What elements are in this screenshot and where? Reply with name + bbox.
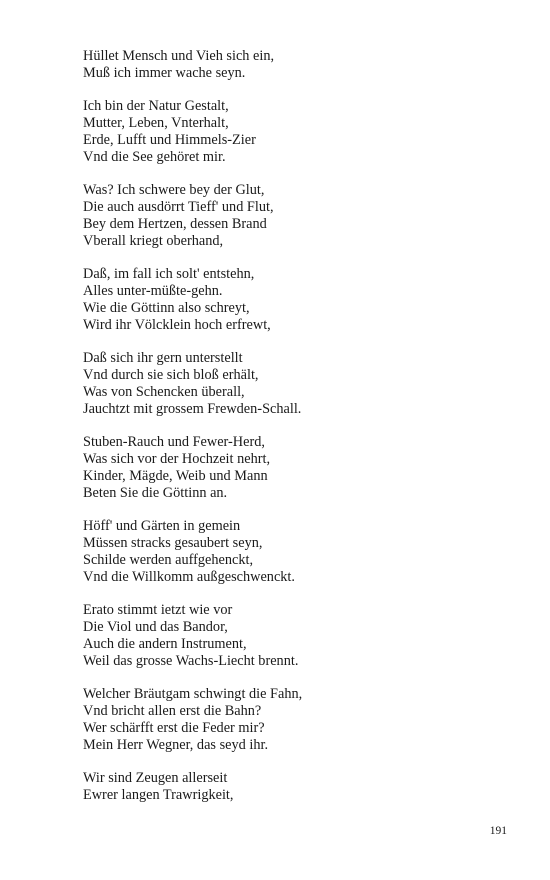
- verse-line: Ewrer langen Trawrigkeit,: [83, 787, 234, 804]
- verse-line: Muß ich immer wache seyn.: [83, 64, 246, 81]
- stanza: [83, 686, 503, 753]
- verse-line: Daß, im fall ich solt' entstehn,: [83, 266, 255, 283]
- verse-line: Vnd die Willkomm außgeschwenckt.: [83, 568, 295, 585]
- verse-line: Wer schärfft erst die Feder mir?: [83, 719, 265, 736]
- verse-line: Was? Ich schwere bey der Glut,: [83, 182, 265, 199]
- stanza: [83, 518, 503, 585]
- verse-line: Ich bin der Natur Gestalt,: [83, 98, 229, 115]
- stanza: [83, 182, 503, 249]
- stanza: [83, 602, 503, 669]
- verse-line: Wir sind Zeugen allerseit: [83, 770, 228, 787]
- verse-line: Müssen stracks gesaubert seyn,: [83, 535, 263, 552]
- verse-line: Kinder, Mägde, Weib und Mann: [83, 467, 268, 484]
- verse-line: Erato stimmt ietzt wie vor: [83, 602, 233, 619]
- verse-line: Jauchtzt mit grossem Frewden-Schall.: [83, 400, 302, 417]
- verse-line: Erde, Lufft und Himmels-Zier: [83, 131, 256, 148]
- stanza: [83, 770, 503, 804]
- stanza: [83, 266, 503, 333]
- verse-line: Schilde werden auffgehenckt,: [83, 551, 254, 568]
- verse-line: Auch die andern Instrument,: [83, 635, 247, 652]
- verse-line: Was von Schencken überall,: [83, 383, 245, 400]
- verse-line: Höff' und Gärten in gemein: [83, 518, 241, 535]
- verse-line: Hüllet Mensch und Vieh sich ein,: [83, 48, 275, 64]
- verse-line: Wie die Göttinn also schreyt,: [83, 299, 250, 316]
- verse-line: Die auch ausdörrt Tieff' und Flut,: [83, 199, 274, 216]
- stanza: [83, 350, 503, 417]
- verse-line: Bey dem Hertzen, dessen Brand: [83, 215, 267, 232]
- verse-line: Daß sich ihr gern unterstellt: [83, 350, 243, 367]
- page-number: 191: [489, 825, 507, 837]
- verse-line: Beten Sie die Göttinn an.: [83, 484, 228, 501]
- verse-line: Mein Herr Wegner, das seyd ihr.: [83, 736, 269, 753]
- verse-line: Stuben-Rauch und Fewer-Herd,: [83, 434, 265, 451]
- verse-line: Welcher Bräutgam schwingt die Fahn,: [83, 686, 303, 703]
- poem-body: [83, 48, 503, 821]
- verse-line: Vberall kriegt oberhand,: [83, 232, 224, 249]
- verse-line: Alles unter-müßte-gehn.: [83, 283, 223, 300]
- verse-line: Die Viol und das Bandor,: [83, 619, 228, 636]
- verse-line: Vnd die See gehöret mir.: [83, 148, 226, 165]
- verse-line: Was sich vor der Hochzeit nehrt,: [83, 451, 271, 468]
- verse-line: Mutter, Leben, Vnterhalt,: [83, 115, 229, 132]
- verse-line: Wird ihr Völcklein hoch erfrewt,: [83, 316, 271, 333]
- verse-line: Vnd durch sie sich bloß erhält,: [83, 367, 259, 384]
- verse-line: Weil das grosse Wachs-Liecht brennt.: [83, 652, 299, 669]
- stanza: [83, 48, 503, 82]
- verse-line: Vnd bricht allen erst die Bahn?: [83, 703, 262, 720]
- stanza: [83, 434, 503, 501]
- stanza: [83, 98, 503, 165]
